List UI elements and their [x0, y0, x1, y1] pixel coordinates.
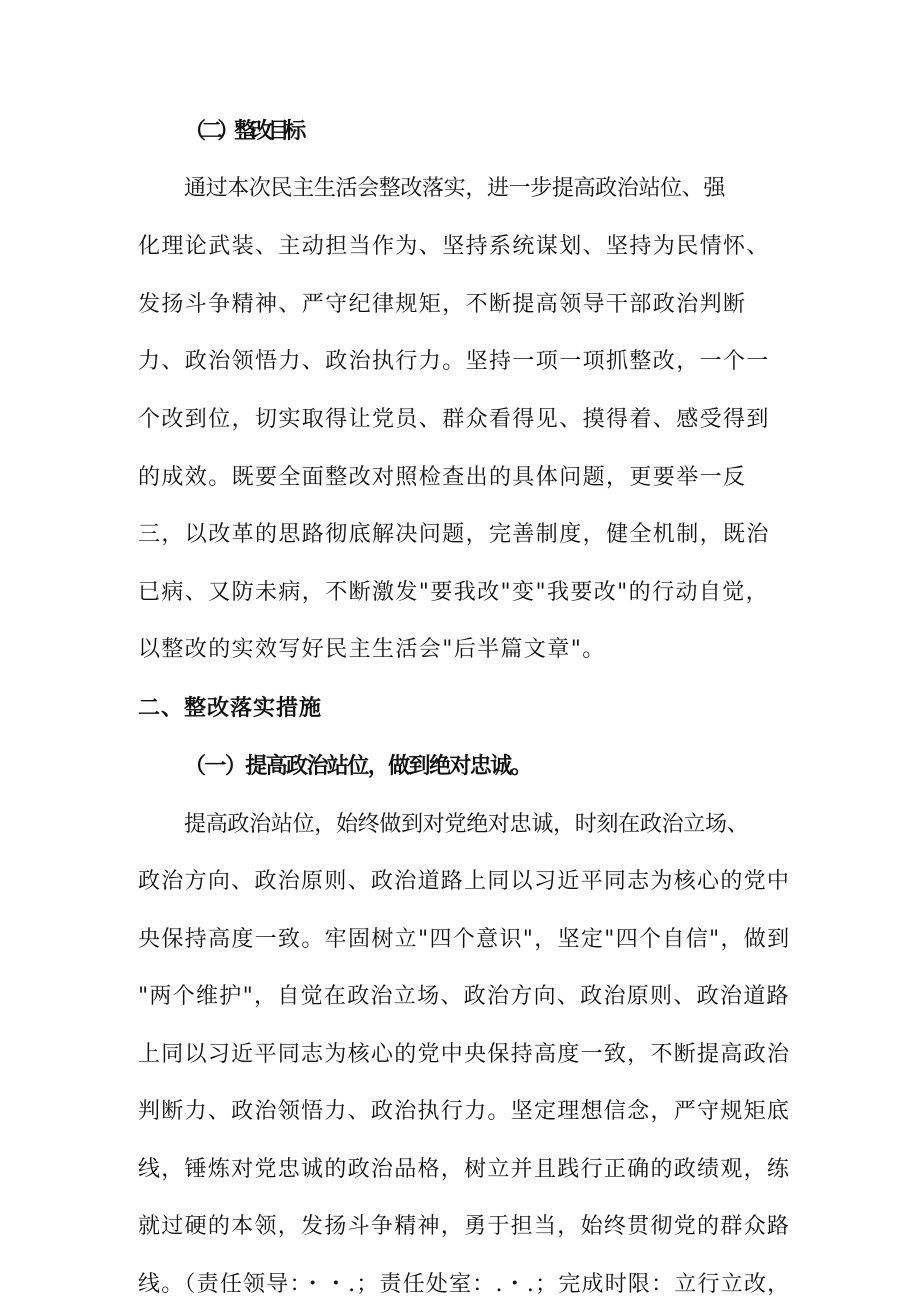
- paragraph-line: 上同以习近平同志为核心的党中央保持高度一致，不断提高政治: [138, 1042, 791, 1067]
- paragraph-line: 个改到位，切实取得让党员、群众看得见、摸得着、感受得到: [138, 407, 770, 432]
- paragraph-line: 发扬斗争精神、严守纪律规矩，不断提高领导干部政治判断: [138, 292, 747, 317]
- paragraph-line: 判断力、政治领悟力、政治执行力。坚定理想信念，严守规矩底: [138, 1099, 791, 1124]
- paragraph-line: 力、政治领悟力、政治执行力。坚持一项一项抓整改，一个一: [138, 349, 770, 374]
- paragraph-line: 央保持高度一致。牢固树立"四个意识"，坚定"四个自信"，做到: [138, 927, 791, 952]
- paragraph-line: 的成效。既要全面整改对照检查出的具体问题，更要举一反: [138, 465, 747, 490]
- paragraph-line: 政治方向、政治原则、政治道路上同以习近平同志为核心的党中: [138, 869, 791, 894]
- paragraph-line: 线，锤炼对党忠诚的政治品格，树立并且践行正确的政绩观，练: [138, 1157, 791, 1182]
- paragraph-line: 就过硬的本领，发扬斗争精神，勇于担当，始终贯彻党的群众路: [138, 1214, 791, 1239]
- section-heading-measures: 二、整改落实措施: [138, 696, 323, 721]
- subsection-heading: （一）提高政治站位，做到绝对忠诚。: [184, 754, 532, 779]
- paragraph-line: 以整改的实效写好民主生活会"后半篇文章"。: [138, 637, 606, 662]
- paragraph-line: 线。（责任领导：・・.；责任处室：.・.；完成时限：立行立改，: [138, 1272, 791, 1297]
- paragraph-line: 提高政治站位，始终做到对党绝对忠诚，时刻在政治立场、: [184, 812, 749, 837]
- paragraph-line: 化理论武装、主动担当作为、坚持系统谋划、坚持为民情怀、: [138, 234, 770, 259]
- paragraph-line: 三，以改革的思路彻底解决问题，完善制度，健全机制，既治: [138, 522, 770, 547]
- paragraph-line: 已病、又防未病，不断激发"要我改"变"我要改"的行动自觉，: [138, 580, 770, 605]
- paragraph-line: 通过本次民主生活会整改落实，进一步提高政治站位、强: [184, 176, 726, 201]
- section-heading-target: （二）整改目标: [184, 119, 302, 144]
- paragraph-line: "两个维护"，自觉在政治立场、政治方向、政治原则、政治道路: [138, 984, 790, 1009]
